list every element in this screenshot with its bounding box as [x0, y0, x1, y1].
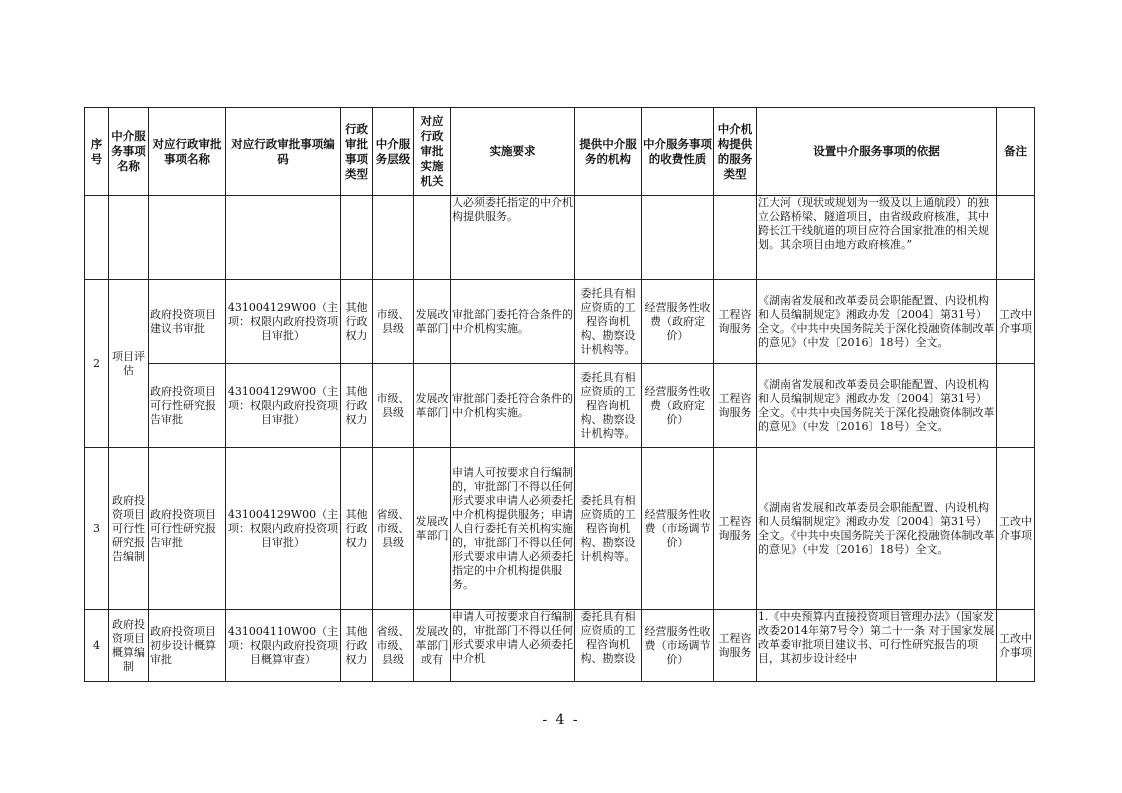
- header-service-name: 中介服务事项名称: [109, 108, 149, 196]
- header-agency: 对应行政审批实施机关: [414, 108, 451, 196]
- item4-remark: 工改中介事项: [997, 610, 1035, 682]
- item2-row2-approval-name: 政府投资项目可行性研究报告审批: [149, 364, 226, 448]
- item2-row2-requirement: 审批部门委托符合条件的中介机构实施。: [451, 364, 575, 448]
- header-approval-code: 对应行政审批事项编码: [226, 108, 341, 196]
- item3-requirement: 申请人可按要求自行编制的，审批部门不得以任何形式要求申请人必须委托中介机构提供服务；申请人自行委托有关机构实施的，审批部门不得以任何形式要求申请人必须委托指定的中介机构提供服务。: [451, 448, 575, 610]
- item4-approval-code: 431004110W00（主项：权限内政府投资项目概算审查）: [226, 610, 341, 682]
- item4-requirement: 申请人可按要求自行编制的，审批部门不得以任何形式要求申请人必须委托中介机: [451, 610, 575, 682]
- item3-basis: 《湖南省发展和改革委员会职能配置、内设机构和人员编制规定》湘政办发〔2004〕第31号）全文。《中共中央国务院关于深化投融资体制改革的意见》（中发〔2016〕18号）全文。: [757, 448, 997, 610]
- table-row: [85, 448, 1035, 610]
- item3-fee: 经营服务性收费（市场调节价）: [642, 448, 714, 610]
- header-service-level: 中介服务层级: [373, 108, 414, 196]
- page-number: - 4 -: [542, 712, 580, 728]
- header-remark: 备注: [997, 108, 1035, 196]
- item2-row1-basis: 《湖南省发展和改革委员会职能配置、内设机构和人员编制规定》湘政办发〔2004〕第31号）全文。《中共中央国务院关于深化投融资体制改革的意见》（中发〔2016〕18号）全文。: [757, 280, 997, 364]
- item4-level: 省级、市级、县级: [373, 610, 414, 682]
- item2-row1-level: 市级、县级: [373, 280, 414, 364]
- table-row: [85, 280, 1035, 364]
- item2-row1-agency: 发展改革部门: [414, 280, 451, 364]
- item2-row1-approval-name: 政府投资项目建议书审批: [149, 280, 226, 364]
- item4-provider: 委托具有相应资质的工程咨询机构、勘察设: [575, 610, 642, 682]
- continuation-requirement: 人必须委托指定的中介机构提供服务。: [451, 196, 575, 280]
- item3-approval-code: 431004129W00（主项：权限内政府投资项目审批）: [226, 448, 341, 610]
- service-items-table: [84, 107, 1035, 682]
- header-row: [85, 108, 1035, 196]
- item2-row1-provider: 委托具有相应资质的工程咨询机构、勘察设计机构等。: [575, 280, 642, 364]
- item2-service-name: 项目评估: [109, 280, 149, 448]
- item2-row1-fee: 经营服务性收费（政府定价）: [642, 280, 714, 364]
- item3-provider: 委托具有相应资质的工程咨询机构、勘察设计机构等。: [575, 448, 642, 610]
- header-provider-type: 中介机构提供的服务类型: [714, 108, 757, 196]
- item2-row2-approval-code: 431004129W00（主项：权限内政府投资项目审批）: [226, 364, 341, 448]
- item3-approval-name: 政府投资项目可行性研究报告审批: [149, 448, 226, 610]
- item2-row1-approval-type: 其他行政权力: [341, 280, 373, 364]
- table-row: [85, 364, 1035, 448]
- item2-row1-requirement: 审批部门委托符合条件的中介机构实施。: [451, 280, 575, 364]
- item3-level: 省级、市级、县级: [373, 448, 414, 610]
- item2-row2-fee: 经营服务性收费（政府定价）: [642, 364, 714, 448]
- item2-row2-provider: 委托具有相应资质的工程咨询机构、勘察设计机构等。: [575, 364, 642, 448]
- item4-fee: 经营服务性收费（市场调节价）: [642, 610, 714, 682]
- header-basis: 设置中介服务事项的依据: [757, 108, 997, 196]
- header-approval-type: 行政审批事项类型: [341, 108, 373, 196]
- item3-seq: 3: [85, 448, 109, 610]
- item2-row2-remark-empty: [997, 364, 1035, 448]
- item4-basis: 1.《中央预算内直接投资项目管理办法》（国家发改委2014年第7号令）第二十一条 对于国家发展改革委审批项目建议书、可行性研究报告的项目，其初步设计经中: [757, 610, 997, 682]
- item2-row2-approval-type: 其他行政权力: [341, 364, 373, 448]
- table-row-continuation: [85, 196, 1035, 280]
- header-fee: 中介服务事项的收费性质: [642, 108, 714, 196]
- item4-agency: 发展改革部门或有: [414, 610, 451, 682]
- header-requirement: 实施要求: [451, 108, 575, 196]
- item4-approval-name: 政府投资项目初步设计概算审批: [149, 610, 226, 682]
- table-row: [85, 610, 1035, 682]
- header-provider: 提供中介服务的机构: [575, 108, 642, 196]
- item2-row2-provider-type: 工程咨询服务: [714, 364, 757, 448]
- header-seq: 序号: [85, 108, 109, 196]
- item4-service-name: 政府投资项目概算编制: [109, 610, 149, 682]
- item3-agency: 发展改革部门: [414, 448, 451, 610]
- item4-approval-type: 其他行政权力: [341, 610, 373, 682]
- continuation-basis: 江大河（现状或规划为一级及以上通航段）的独立公路桥梁、隧道项目，由省级政府核准，其中跨长江干线航道的项目应符合国家批准的相关规划。其余项目由地方政府核准。”: [757, 196, 997, 280]
- item2-row1-approval-code: 431004129W00（主项：权限内政府投资项目审批）: [226, 280, 341, 364]
- item3-provider-type: 工程咨询服务: [714, 448, 757, 610]
- item3-remark: 工改中介事项: [997, 448, 1035, 610]
- item2-row2-basis: 《湖南省发展和改革委员会职能配置、内设机构和人员编制规定》湘政办发〔2004〕第31号）全文。《中共中央国务院关于深化投融资体制改革的意见》（中发〔2016〕18号）全文。: [757, 364, 997, 448]
- item3-service-name: 政府投资项目可行性研究报告编制: [109, 448, 149, 610]
- item2-row1-provider-type: 工程咨询服务: [714, 280, 757, 364]
- item2-row2-agency: 发展改革部门: [414, 364, 451, 448]
- item4-provider-type: 工程咨询服务: [714, 610, 757, 682]
- item2-row2-level: 市级、县级: [373, 364, 414, 448]
- item2-row1-remark: 工改中介事项: [997, 280, 1035, 364]
- item3-approval-type: 其他行政权力: [341, 448, 373, 610]
- item2-seq: 2: [85, 280, 109, 448]
- item4-seq: 4: [85, 610, 109, 682]
- header-approval-name: 对应行政审批事项名称: [149, 108, 226, 196]
